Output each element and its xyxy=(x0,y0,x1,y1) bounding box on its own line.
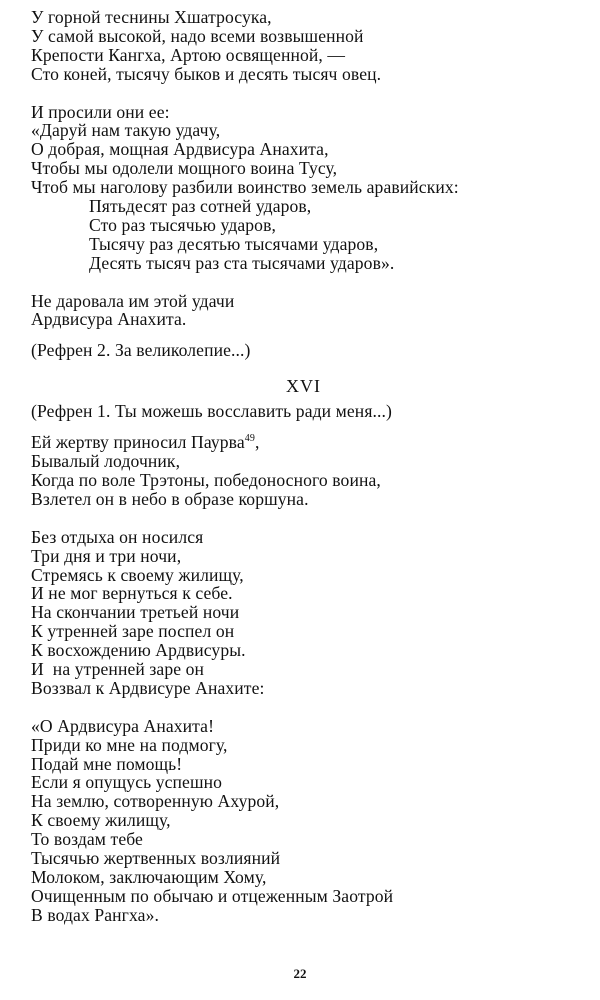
text-line: Очищенным по обычаю и отцеженным Заотрой xyxy=(31,885,394,906)
indented-line: Пятьдесят раз сотней ударов, xyxy=(89,196,312,217)
page-number: 22 xyxy=(293,966,307,981)
text-line: На скончании третьей ночи xyxy=(31,602,240,623)
text-line: У горной теснины Хшатросука, xyxy=(31,7,272,27)
text-line: Не даровала им этой удачи xyxy=(31,290,235,311)
text-line: О добрая, мощная Ардвисура Анахита, xyxy=(31,139,329,160)
text-line: У самой высокой, надо всеми возвышенной xyxy=(31,25,364,46)
text-line: Крепости Кангха, Артою освященной, — xyxy=(31,44,346,65)
text-line: И на утренней заре он xyxy=(31,659,205,680)
text-line: Если я опущусь успешно xyxy=(31,772,223,793)
text-line: Сто коней, тысячу быков и десять тысяч овец. xyxy=(31,63,382,84)
text-line: То воздам тебе xyxy=(31,829,143,850)
footnote-reference: 49 xyxy=(244,433,255,445)
stanza-gap xyxy=(31,84,576,103)
text-line: К восхождению Ардвисуры. xyxy=(31,640,246,661)
stanza-6 xyxy=(31,717,576,925)
stanza-gap xyxy=(31,360,576,372)
stanza-3 xyxy=(31,292,576,330)
text-column xyxy=(31,8,576,925)
text-line-with-footnote xyxy=(31,433,576,452)
indented-line: Сто раз тысячью ударов, xyxy=(89,214,276,235)
stanza-gap xyxy=(31,273,576,292)
stanza-gap xyxy=(31,509,576,528)
stanza-2 xyxy=(31,103,576,273)
text-line: Чтоб мы наголову разбили воинство земель аравийских: xyxy=(31,177,459,198)
text-line: Когда по воле Трэтоны, победоносного воина, xyxy=(31,470,381,490)
line-punctuation: , xyxy=(254,432,260,453)
indented-line: Тысячу раз десятью тысячами ударов, xyxy=(89,233,379,254)
text-line: Без отдыха он носился xyxy=(31,526,204,547)
text-line: Воззвал к Ардвисуре Анахите: xyxy=(31,677,265,698)
stanza-1 xyxy=(31,8,576,84)
stanza-4 xyxy=(31,433,576,509)
text-line: И просили они ее: xyxy=(31,101,170,122)
text-line: Молоком, заключающим Хому, xyxy=(31,867,267,887)
text-line: Чтобы мы одолели мощного воина Тусу, xyxy=(31,158,338,179)
text-line: Тысячью жертвенных возлияний xyxy=(31,848,281,869)
text-line: Взлетел он в небо в образе коршуна. xyxy=(31,488,309,509)
section-heading: XVI xyxy=(286,376,321,397)
text-line: Стремясь к своему жилищу, xyxy=(31,564,244,585)
text-line: «Даруй нам такую удачу, xyxy=(31,120,221,141)
stanza-gap xyxy=(31,698,576,717)
text-line: Бывалый лодочник, xyxy=(31,451,181,472)
indented-line: Десять тысяч раз ста тысячами ударов». xyxy=(89,252,395,273)
text-line: К утренней заре поспел он xyxy=(31,621,235,642)
text-line: К своему жилищу, xyxy=(31,810,171,831)
text-line: «О Ардвисура Анахита! xyxy=(31,715,215,736)
refrain-1: (Рефрен 1. Ты можешь восславить ради меня...) xyxy=(31,401,392,422)
text-line: Ардвисура Анахита. xyxy=(31,309,187,330)
line-text: Ей жертву приносил Паурва xyxy=(31,432,245,453)
stanza-5 xyxy=(31,528,576,698)
text-line: На землю, сотворенную Ахурой, xyxy=(31,791,280,812)
text-line: Три дня и три ночи, xyxy=(31,545,182,566)
refrain-2: (Рефрен 2. За великолепие...) xyxy=(31,340,251,361)
text-line: И не мог вернуться к себе. xyxy=(31,583,233,604)
text-line: В водах Рангха». xyxy=(31,904,159,925)
text-line: Подай мне помощь! xyxy=(31,753,183,774)
text-line: Приди ко мне на подмогу, xyxy=(31,734,228,755)
